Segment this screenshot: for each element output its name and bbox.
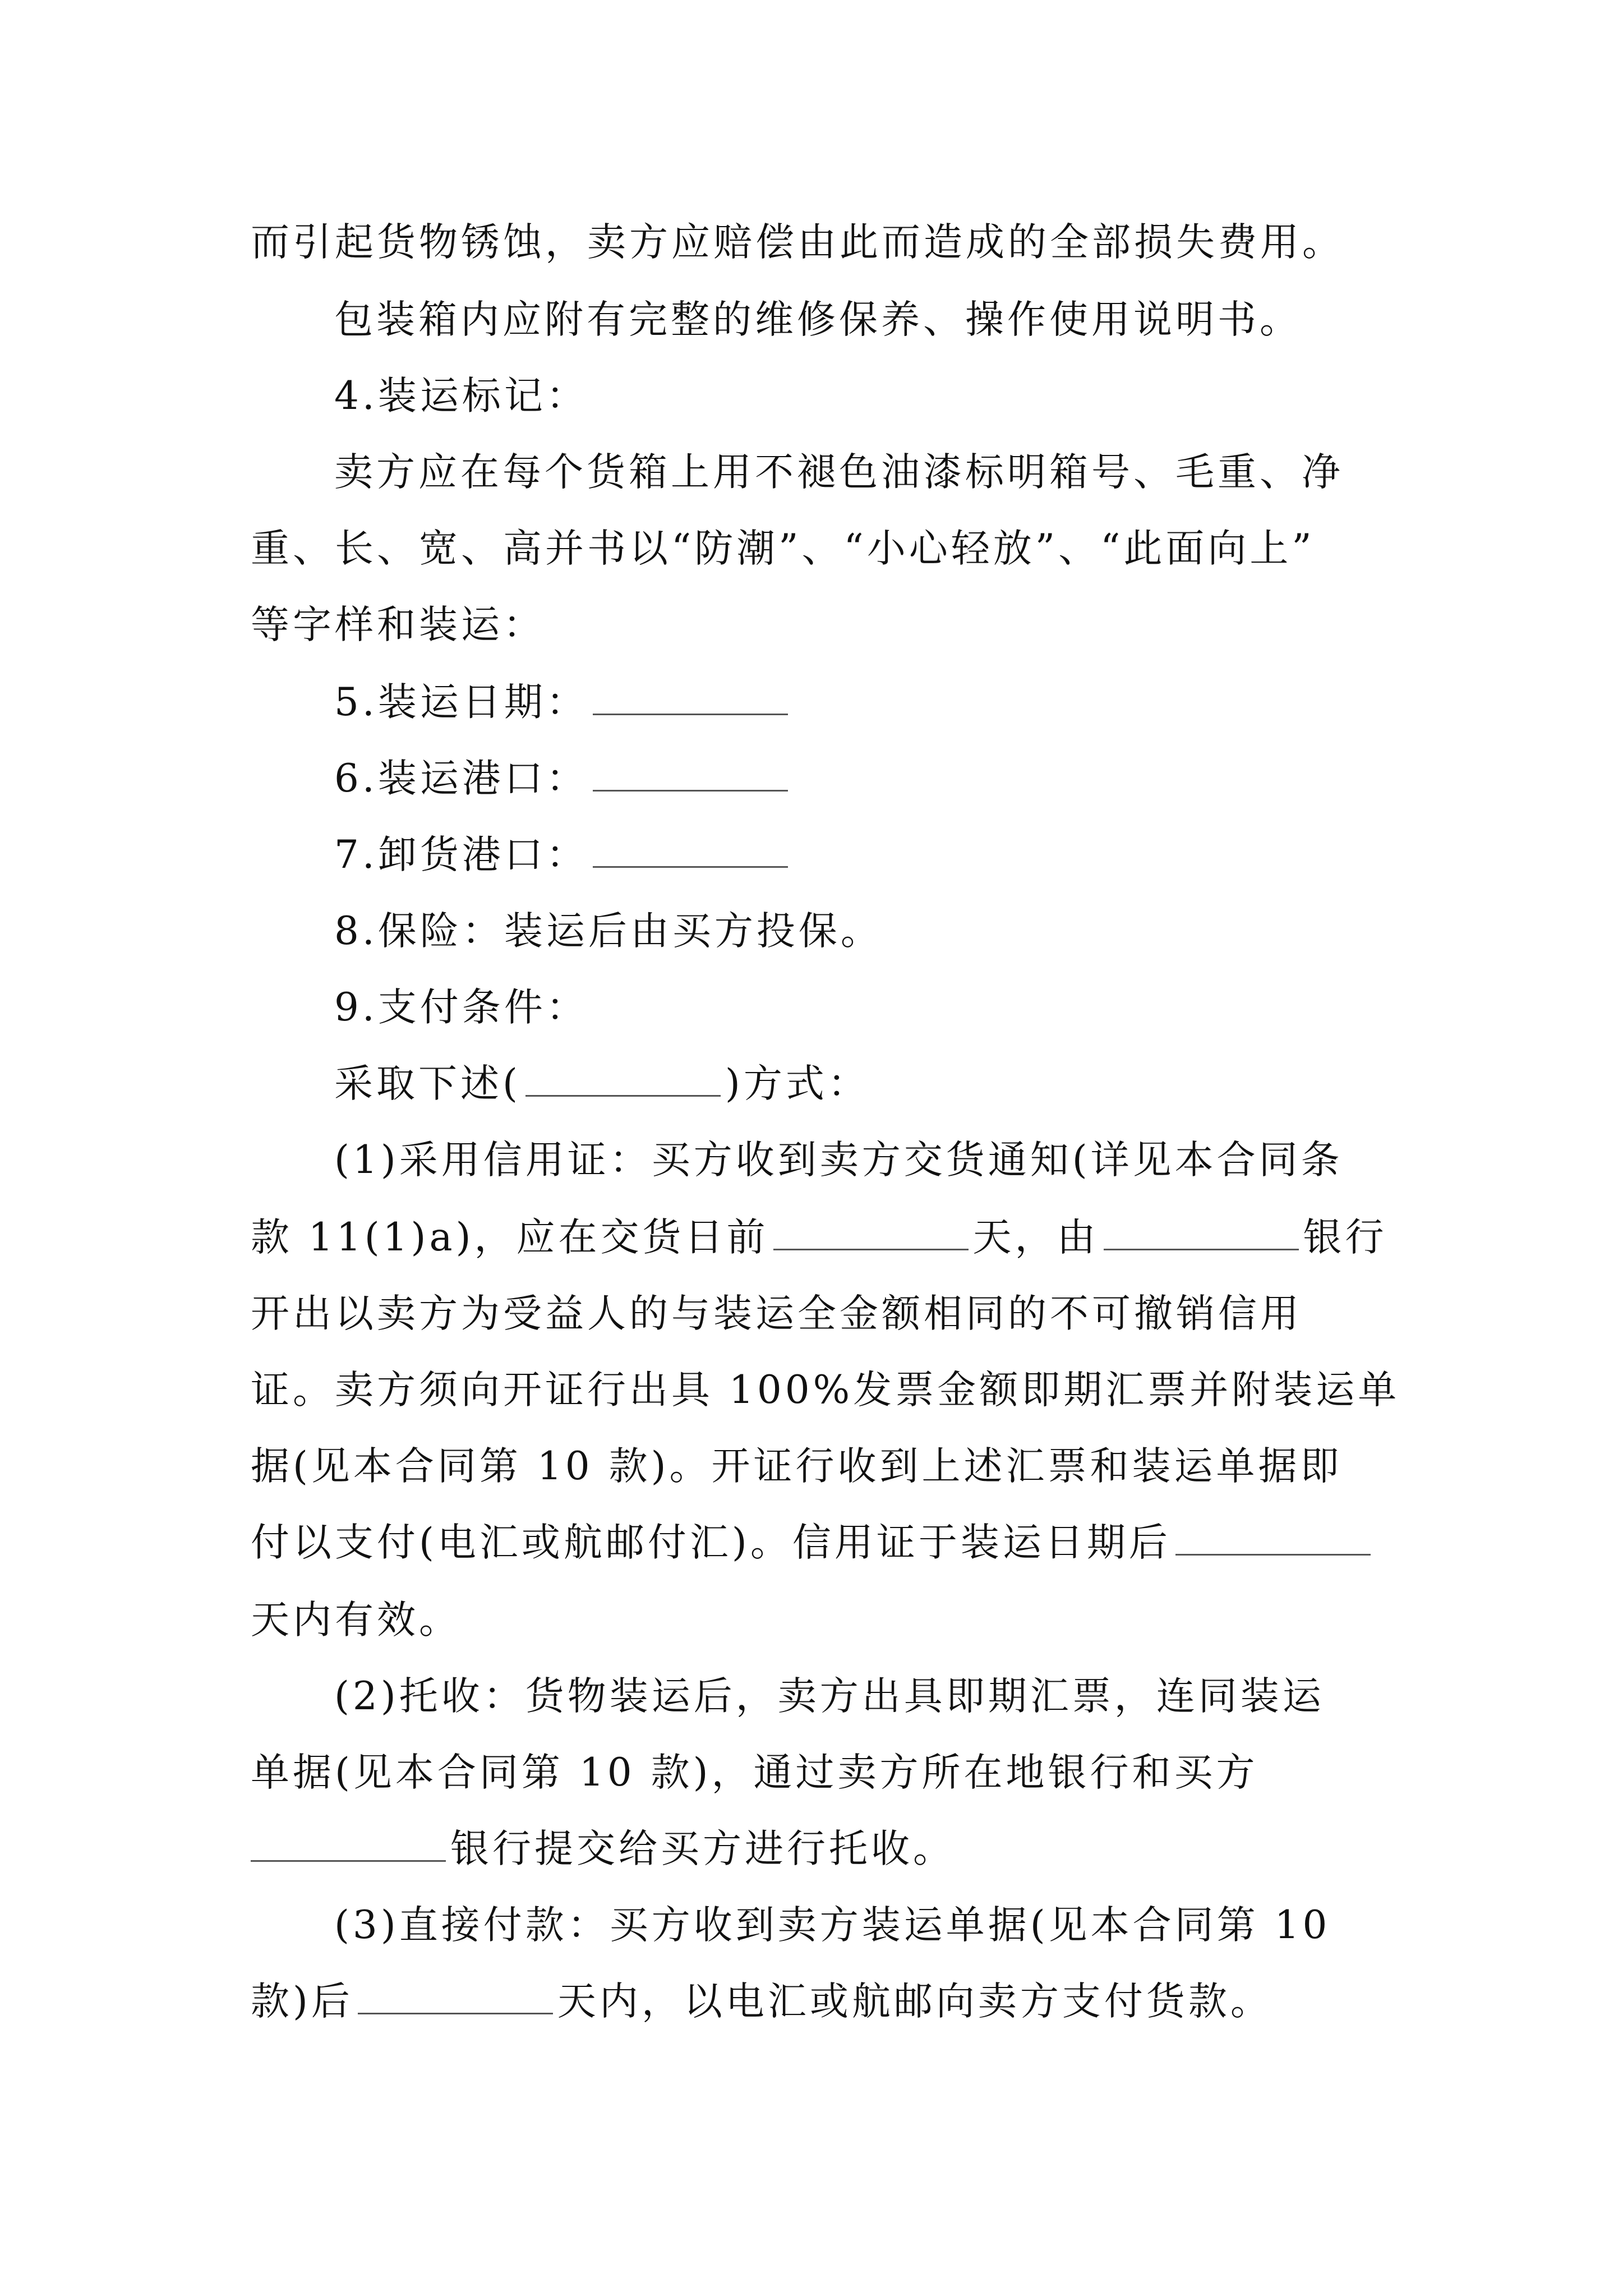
- fill-in-blank: [525, 1061, 721, 1097]
- fill-in-blank: [251, 1826, 446, 1862]
- text-line: [334, 1897, 1478, 1953]
- fill-in-blank: [593, 680, 788, 715]
- text-segment: 付以支付(电汇或航邮付汇)。信用证于装运日期后: [251, 1520, 1171, 1565]
- text-segment: 卖方应在每个货箱上用不褪色油漆标明箱号、毛重、净: [334, 450, 1344, 495]
- text-segment: (3)直接付款：买方收到卖方装运单据(见本合同第 10: [334, 1903, 1331, 1948]
- fill-in-blank: [1175, 1520, 1371, 1556]
- text-segment: 开出以卖方为受益人的与装运全金额相同的不可撤销信用: [251, 1291, 1302, 1336]
- text-segment: 4.装运标记：: [334, 374, 588, 418]
- fill-in-blank: [773, 1215, 969, 1250]
- text-line: [251, 1438, 1395, 1494]
- text-segment: 据(见本合同第 10 款)。开证行收到上述汇票和装运单据即: [251, 1444, 1343, 1489]
- text-line: [251, 597, 1395, 653]
- field-label: 5.装运日期：: [334, 680, 588, 725]
- field-line: [334, 827, 1478, 883]
- fill-in-blank: [593, 832, 788, 868]
- text-line: [251, 1821, 1395, 1877]
- text-segment: 包装箱内应附有完整的维修保养、操作使用说明书。: [334, 297, 1302, 342]
- field-label: 6.装运港口：: [334, 756, 588, 801]
- text-segment: 证。卖方须向开证行出具 100%发票金额即期汇票并附装运单: [251, 1368, 1400, 1412]
- text-line: [251, 1209, 1395, 1266]
- text-segment: (1)采用信用证：买方收到卖方交货通知(详见本合同条: [334, 1138, 1343, 1182]
- text-line: [334, 1056, 1478, 1112]
- text-line: [251, 214, 1395, 270]
- text-line: [251, 1362, 1400, 1418]
- text-line: [251, 1745, 1395, 1801]
- text-segment: 等字样和装运：: [251, 602, 545, 647]
- fill-in-blank: [358, 1979, 553, 2014]
- section-heading: [334, 979, 1478, 1036]
- text-segment: 单据(见本合同第 10 款)，通过卖方所在地银行和买方: [251, 1750, 1258, 1795]
- text-segment: (2)托收：货物装运后，卖方出具即期汇票，连同装运: [334, 1674, 1325, 1719]
- text-segment: 采取下述(: [334, 1061, 521, 1106]
- field-label: 7.卸货港口：: [334, 832, 588, 877]
- text-line: [334, 1668, 1478, 1724]
- text-segment: 8.保险：装运后由买方投保。: [334, 909, 883, 954]
- text-segment: 9.支付条件：: [334, 985, 588, 1030]
- text-segment: 银行: [1303, 1215, 1387, 1260]
- text-segment: 银行提交给买方进行托收。: [450, 1826, 955, 1871]
- text-segment: 而引起货物锈蚀，卖方应赔偿由此而造成的全部损失费用。: [251, 220, 1344, 265]
- text-segment: 天内有效。: [251, 1598, 461, 1642]
- section-heading: [334, 368, 1478, 424]
- text-line: [251, 1286, 1395, 1342]
- text-line: [334, 292, 1478, 348]
- fill-in-blank: [1104, 1215, 1299, 1250]
- text-line: [334, 444, 1478, 500]
- text-segment: 款 11(1)a)，应在交货日前: [251, 1215, 769, 1260]
- text-segment: 天，由: [972, 1215, 1099, 1260]
- text-segment: 款)后: [251, 1979, 353, 2024]
- text-segment: 天内，以电汇或航邮向卖方支付货款。: [557, 1979, 1272, 2024]
- text-segment: 重、长、宽、高并书以“防潮”、“小心轻放”、“此面向上”: [251, 526, 1315, 571]
- text-line: [334, 903, 1478, 959]
- text-line: [334, 1132, 1478, 1188]
- field-line: [334, 674, 1478, 730]
- text-line: [251, 521, 1395, 577]
- fill-in-blank: [593, 756, 788, 792]
- text-line: [251, 1592, 1395, 1648]
- text-line: [251, 1515, 1395, 1571]
- field-line: [334, 751, 1478, 807]
- text-segment: )方式：: [725, 1061, 870, 1106]
- text-line: [251, 1973, 1395, 2030]
